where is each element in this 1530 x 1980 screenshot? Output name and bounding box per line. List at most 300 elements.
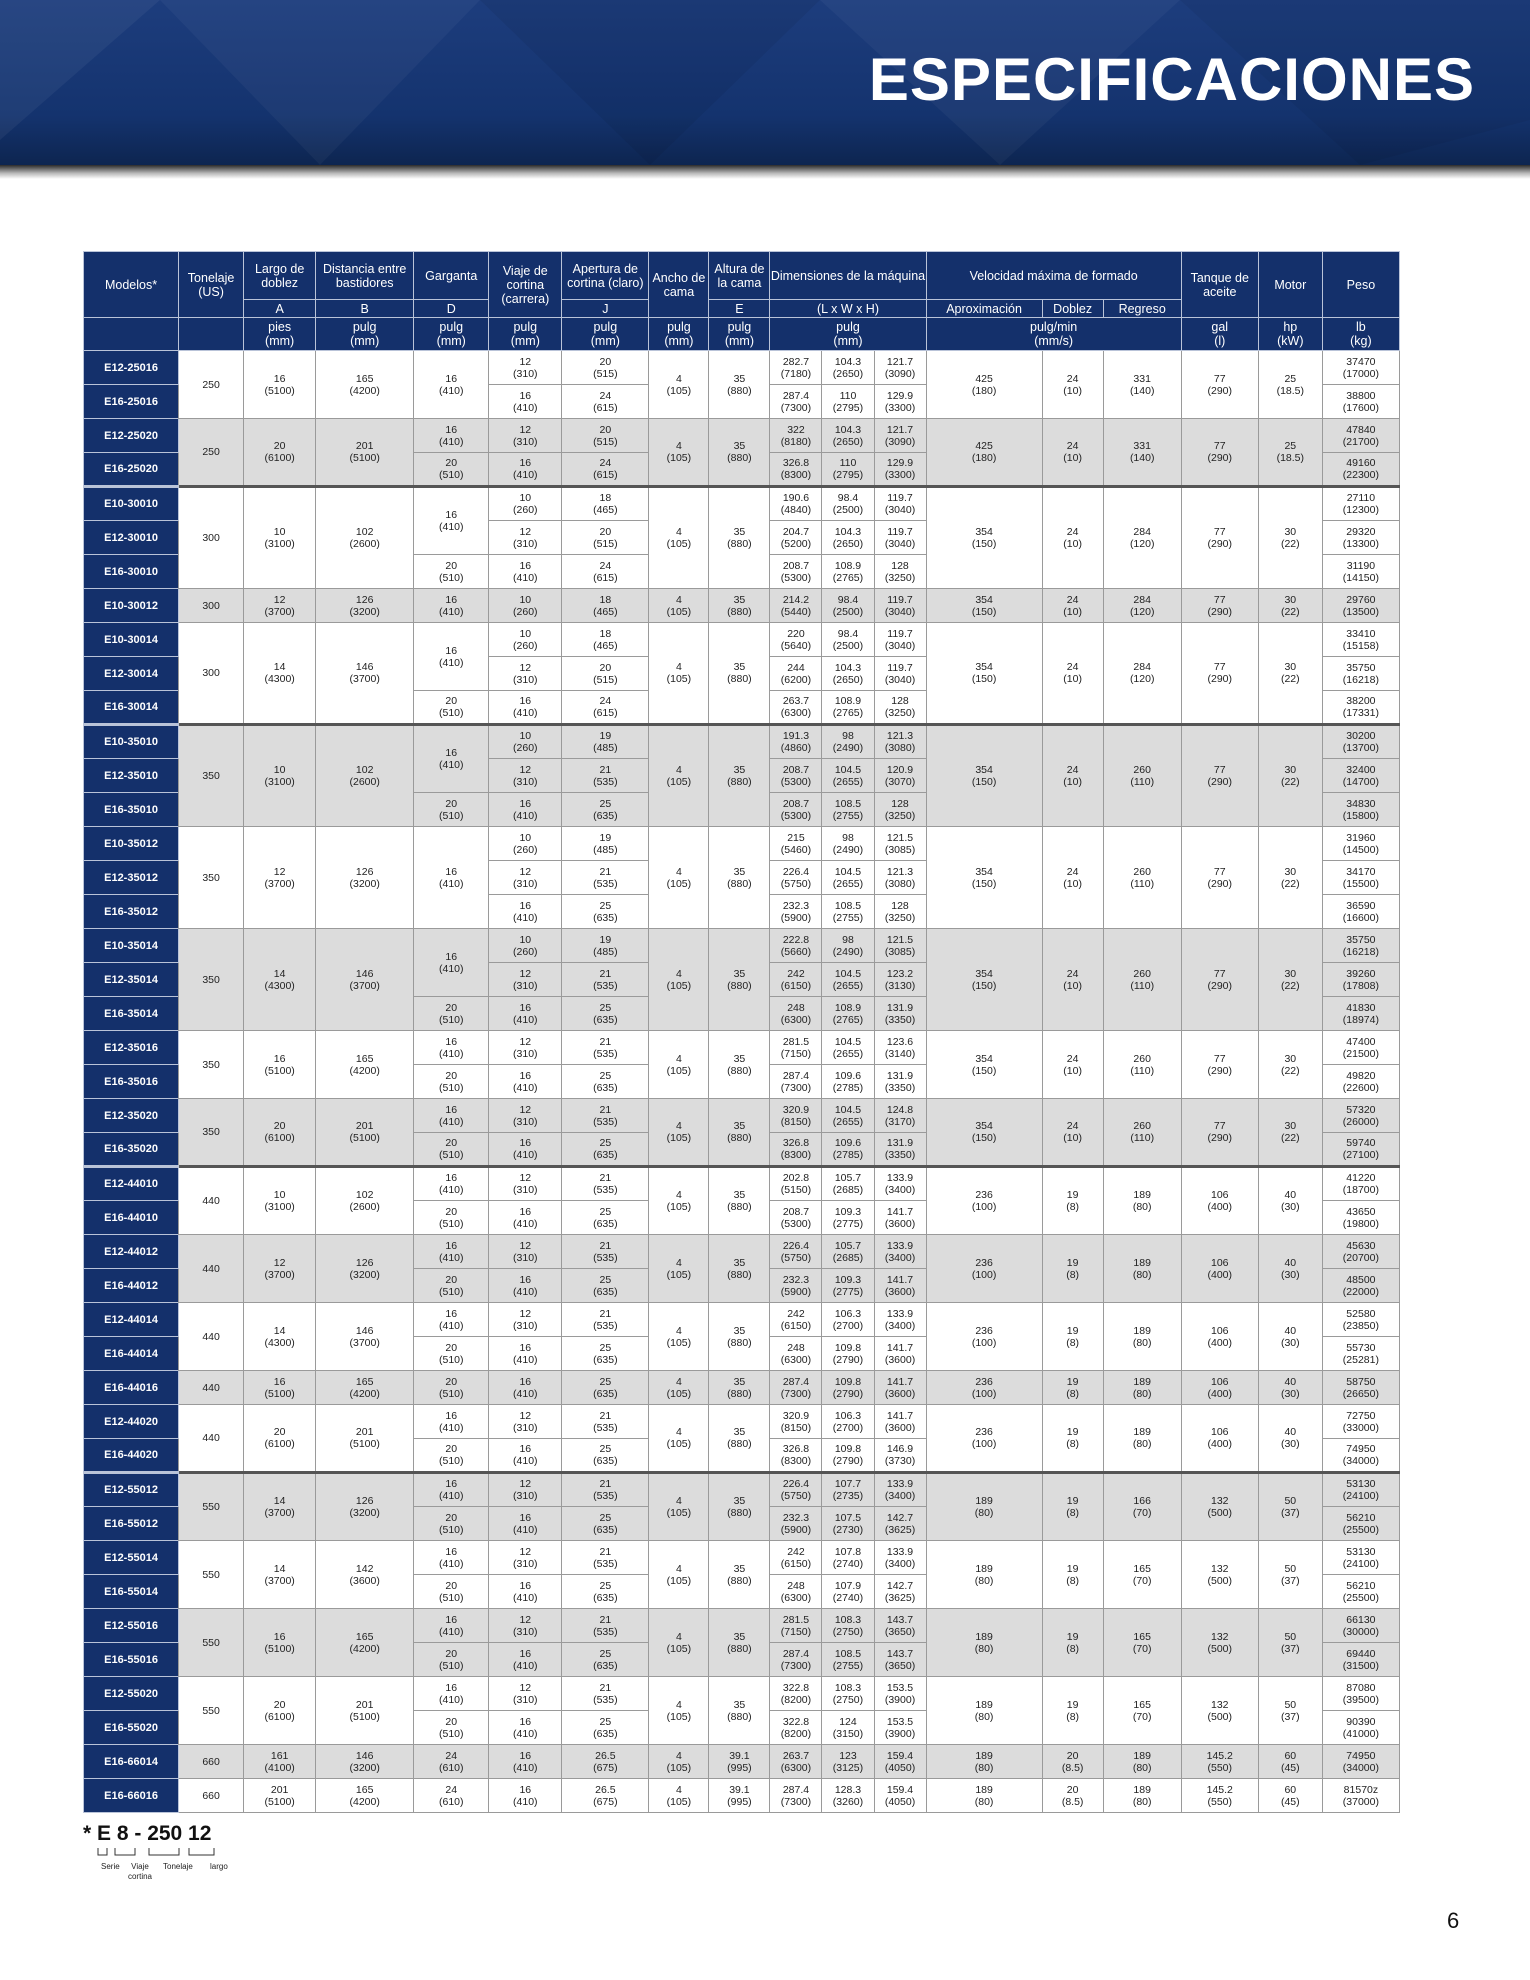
open-height-cell: 20 (515) bbox=[562, 351, 649, 385]
bed-width-cell: 4 (105) bbox=[649, 1303, 709, 1371]
frame-cell: 165 (4200) bbox=[316, 351, 414, 419]
col-open-height: Apertura de cortina (claro) bbox=[562, 252, 649, 300]
frame-cell: 201 (5100) bbox=[316, 419, 414, 487]
stroke-cell: 12 (310) bbox=[489, 1235, 562, 1269]
code-e: E bbox=[709, 300, 770, 318]
motor-cell: 30 (22) bbox=[1258, 487, 1322, 589]
dim-l-cell: 320.9 (8150) bbox=[770, 1405, 822, 1439]
table-row bbox=[84, 1779, 1400, 1813]
speed-return-cell: 189 (80) bbox=[1103, 1745, 1181, 1779]
dim-w-cell: 104.5 (2655) bbox=[822, 861, 874, 895]
model-cell: E16-55016 bbox=[84, 1643, 179, 1677]
throat-cell: 16 (410) bbox=[414, 1405, 489, 1439]
bed-width-cell: 4 (105) bbox=[649, 589, 709, 623]
dim-l-cell: 208.7 (5300) bbox=[770, 793, 822, 827]
model-cell: E12-44012 bbox=[84, 1235, 179, 1269]
bed-height-cell: 35 (880) bbox=[709, 1167, 770, 1235]
tank-cell: 132 (500) bbox=[1181, 1473, 1258, 1541]
stroke-cell: 12 (310) bbox=[489, 1167, 562, 1201]
open-height-cell: 21 (535) bbox=[562, 1099, 649, 1133]
tank-cell: 77 (290) bbox=[1181, 929, 1258, 1031]
weight-cell: 41830 (18974) bbox=[1322, 997, 1399, 1031]
throat-cell: 20 (510) bbox=[414, 793, 489, 827]
weight-cell: 49160 (22300) bbox=[1322, 453, 1399, 487]
model-cell: E10-35014 bbox=[84, 929, 179, 963]
throat-cell: 16 (410) bbox=[414, 623, 489, 691]
speed-return-cell: 260 (110) bbox=[1103, 1031, 1181, 1099]
tonnage-cell: 350 bbox=[179, 1031, 244, 1099]
table-cell: 165 (4200) bbox=[316, 1371, 414, 1405]
col-bed-height: Altura de la cama bbox=[709, 252, 770, 300]
stroke-cell: 10 (260) bbox=[489, 929, 562, 963]
dim-h-cell: 128 (3250) bbox=[874, 895, 926, 929]
frame-cell: 102 (2600) bbox=[316, 725, 414, 827]
throat-cell: 20 (510) bbox=[414, 1643, 489, 1677]
table-row bbox=[84, 1235, 1400, 1269]
open-height-cell: 25 (635) bbox=[562, 1201, 649, 1235]
dim-l-cell: 190.6 (4840) bbox=[770, 487, 822, 521]
open-height-cell: 25 (635) bbox=[562, 793, 649, 827]
dim-l-cell: 204.7 (5200) bbox=[770, 521, 822, 555]
open-height-cell: 25 (635) bbox=[562, 1269, 649, 1303]
table-cell: 16 (410) bbox=[489, 1371, 562, 1405]
motor-cell: 30 (22) bbox=[1258, 589, 1322, 623]
dim-l-cell: 232.3 (5900) bbox=[770, 895, 822, 929]
speed-bend-cell: 24 (10) bbox=[1042, 623, 1103, 725]
col-motor: Motor bbox=[1258, 252, 1322, 318]
stroke-cell: 12 (310) bbox=[489, 759, 562, 793]
motor-cell: 40 (30) bbox=[1258, 1235, 1322, 1303]
throat-cell: 20 (510) bbox=[414, 997, 489, 1031]
dim-w-cell: 108.9 (2765) bbox=[822, 555, 874, 589]
code-j: J bbox=[562, 300, 649, 318]
bed-width-cell: 4 (105) bbox=[649, 1745, 709, 1779]
dim-w-cell: 108.5 (2755) bbox=[822, 793, 874, 827]
frame-cell: 201 (5100) bbox=[316, 1405, 414, 1473]
speed-approach-cell: 189 (80) bbox=[926, 1609, 1042, 1677]
col-bend-length: Largo de doblez bbox=[244, 252, 316, 300]
dim-l-cell: 287.4 (7300) bbox=[770, 1779, 822, 1813]
dim-h-cell: 124.8 (3170) bbox=[874, 1099, 926, 1133]
tonnage-cell: 300 bbox=[179, 623, 244, 725]
speed-approach-cell: 354 (150) bbox=[926, 827, 1042, 929]
bed-width-cell: 4 (105) bbox=[649, 1235, 709, 1303]
speed-approach-cell: 189 (80) bbox=[926, 1677, 1042, 1745]
tank-cell: 106 (400) bbox=[1181, 1405, 1258, 1473]
bend-length-cell: 20 (6100) bbox=[244, 1677, 316, 1745]
stroke-cell: 12 (310) bbox=[489, 861, 562, 895]
frame-cell: 126 (3200) bbox=[316, 1235, 414, 1303]
throat-cell: 20 (510) bbox=[414, 691, 489, 725]
col-stroke: Viaje de cortina (carrera) bbox=[489, 252, 562, 318]
dim-h-cell: 146.9 (3730) bbox=[874, 1439, 926, 1473]
model-cell: E10-30010 bbox=[84, 487, 179, 521]
model-cell: E12-35020 bbox=[84, 1099, 179, 1133]
weight-cell: 52580 (23850) bbox=[1322, 1303, 1399, 1337]
dim-h-cell: 129.9 (3300) bbox=[874, 453, 926, 487]
dim-h-cell: 119.7 (3040) bbox=[874, 521, 926, 555]
frame-cell: 165 (4200) bbox=[316, 1031, 414, 1099]
dim-h-cell: 159.4 (4050) bbox=[874, 1745, 926, 1779]
table-cell: 165 (4200) bbox=[316, 1779, 414, 1813]
speed-bend-cell: 24 (10) bbox=[1042, 929, 1103, 1031]
open-height-cell: 24 (615) bbox=[562, 453, 649, 487]
speed-return: Regreso bbox=[1103, 300, 1181, 318]
dim-l-cell: 326.8 (8300) bbox=[770, 1133, 822, 1167]
dim-h-cell: 123.6 (3140) bbox=[874, 1031, 926, 1065]
dim-w-cell: 109.6 (2785) bbox=[822, 1133, 874, 1167]
legend-tonelaje: Tonelaje bbox=[163, 1862, 193, 1871]
open-height-cell: 25 (635) bbox=[562, 1711, 649, 1745]
stroke-cell: 16 (410) bbox=[489, 1133, 562, 1167]
table-cell: 26.5 (675) bbox=[562, 1779, 649, 1813]
dim-w-cell: 98 (2490) bbox=[822, 725, 874, 759]
dim-w-cell: 108.9 (2765) bbox=[822, 691, 874, 725]
dim-h-cell: 131.9 (3350) bbox=[874, 1133, 926, 1167]
speed-return-cell: 284 (120) bbox=[1103, 623, 1181, 725]
dim-h-cell: 159.4 (4050) bbox=[874, 1779, 926, 1813]
unit-cell: pulg (mm) bbox=[414, 318, 489, 351]
table-row bbox=[84, 929, 1400, 963]
stroke-cell: 16 (410) bbox=[489, 997, 562, 1031]
spec-table bbox=[83, 251, 1400, 1813]
open-height-cell: 21 (535) bbox=[562, 1609, 649, 1643]
dim-l-cell: 287.4 (7300) bbox=[770, 1371, 822, 1405]
tonnage-cell: 440 bbox=[179, 1405, 244, 1473]
dim-l-cell: 242 (6150) bbox=[770, 963, 822, 997]
dim-h-cell: 143.7 (3650) bbox=[874, 1609, 926, 1643]
stroke-cell: 16 (410) bbox=[489, 555, 562, 589]
dim-h-cell: 129.9 (3300) bbox=[874, 385, 926, 419]
dim-h-cell: 120.9 (3070) bbox=[874, 759, 926, 793]
dim-h-cell: 141.7 (3600) bbox=[874, 1269, 926, 1303]
stroke-cell: 16 (410) bbox=[489, 1643, 562, 1677]
stroke-cell: 12 (310) bbox=[489, 1473, 562, 1507]
speed-return-cell: 331 (140) bbox=[1103, 419, 1181, 487]
bed-width-cell: 4 (105) bbox=[649, 1099, 709, 1167]
bed-width-cell: 4 (105) bbox=[649, 1031, 709, 1099]
dim-l-cell: 202.8 (5150) bbox=[770, 1167, 822, 1201]
dim-w-cell: 107.9 (2740) bbox=[822, 1575, 874, 1609]
speed-return-cell: 189 (80) bbox=[1103, 1235, 1181, 1303]
dim-h-cell: 128 (3250) bbox=[874, 691, 926, 725]
model-cell: E16-30010 bbox=[84, 555, 179, 589]
dim-h-cell: 142.7 (3625) bbox=[874, 1507, 926, 1541]
unit-cell: pulg (mm) bbox=[316, 318, 414, 351]
motor-cell: 25 (18.5) bbox=[1258, 419, 1322, 487]
weight-cell: 74950 (34000) bbox=[1322, 1439, 1399, 1473]
open-height-cell: 25 (635) bbox=[562, 1133, 649, 1167]
motor-cell: 50 (37) bbox=[1258, 1473, 1322, 1541]
dim-l-cell: 226.4 (5750) bbox=[770, 1235, 822, 1269]
speed-return-cell: 331 (140) bbox=[1103, 351, 1181, 419]
dim-h-cell: 121.7 (3090) bbox=[874, 351, 926, 385]
weight-cell: 72750 (33000) bbox=[1322, 1405, 1399, 1439]
stroke-cell: 12 (310) bbox=[489, 657, 562, 691]
weight-cell: 32400 (14700) bbox=[1322, 759, 1399, 793]
dim-h-cell: 143.7 (3650) bbox=[874, 1643, 926, 1677]
bed-width-cell: 4 (105) bbox=[649, 1677, 709, 1745]
tank-cell: 132 (500) bbox=[1181, 1541, 1258, 1609]
stroke-cell: 16 (410) bbox=[489, 895, 562, 929]
model-cell: E10-30012 bbox=[84, 589, 179, 623]
stroke-cell: 16 (410) bbox=[489, 453, 562, 487]
bed-width-cell: 4 (105) bbox=[649, 1473, 709, 1541]
model-cell: E10-35010 bbox=[84, 725, 179, 759]
weight-cell: 37470 (17000) bbox=[1322, 351, 1399, 385]
bend-length-cell: 16 (5100) bbox=[244, 351, 316, 419]
dim-l-cell: 281.5 (7150) bbox=[770, 1031, 822, 1065]
table-row bbox=[84, 589, 1400, 623]
bend-length-cell: 14 (4300) bbox=[244, 1303, 316, 1371]
bed-width-cell: 4 (105) bbox=[649, 487, 709, 589]
dim-h-cell: 121.5 (3085) bbox=[874, 929, 926, 963]
motor-cell: 50 (37) bbox=[1258, 1541, 1322, 1609]
open-height-cell: 25 (635) bbox=[562, 1439, 649, 1473]
bed-height-cell: 35 (880) bbox=[709, 1031, 770, 1099]
throat-cell: 20 (510) bbox=[414, 1711, 489, 1745]
stroke-cell: 12 (310) bbox=[489, 1099, 562, 1133]
throat-cell: 16 (410) bbox=[414, 1609, 489, 1643]
motor-cell: 25 (18.5) bbox=[1258, 351, 1322, 419]
tonnage-cell: 300 bbox=[179, 487, 244, 589]
bed-width-cell: 4 (105) bbox=[649, 1371, 709, 1405]
dim-w-cell: 98 (2490) bbox=[822, 827, 874, 861]
banner-shadow bbox=[0, 165, 1530, 179]
speed-bend-cell: 24 (10) bbox=[1042, 419, 1103, 487]
stroke-cell: 12 (310) bbox=[489, 1677, 562, 1711]
stroke-cell: 16 (410) bbox=[489, 793, 562, 827]
model-cell: E12-55016 bbox=[84, 1609, 179, 1643]
bend-length-cell: 14 (3700) bbox=[244, 1541, 316, 1609]
frame-cell: 165 (4200) bbox=[316, 1609, 414, 1677]
stroke-cell: 12 (310) bbox=[489, 521, 562, 555]
legend-serie: Serie bbox=[101, 1862, 120, 1871]
model-cell: E16-35020 bbox=[84, 1133, 179, 1167]
frame-cell: 142 (3600) bbox=[316, 1541, 414, 1609]
dim-h-cell: 119.7 (3040) bbox=[874, 623, 926, 657]
weight-cell: 29760 (13500) bbox=[1322, 589, 1399, 623]
table-cell: 18 (465) bbox=[562, 589, 649, 623]
open-height-cell: 18 (465) bbox=[562, 623, 649, 657]
weight-cell: 47840 (21700) bbox=[1322, 419, 1399, 453]
dim-h-cell: 141.7 (3600) bbox=[874, 1371, 926, 1405]
weight-cell: 56210 (25500) bbox=[1322, 1575, 1399, 1609]
speed-approach-cell: 189 (80) bbox=[926, 1779, 1042, 1813]
weight-cell: 35750 (16218) bbox=[1322, 657, 1399, 691]
dim-w-cell: 98 (2490) bbox=[822, 929, 874, 963]
stroke-cell: 12 (310) bbox=[489, 963, 562, 997]
model-cell: E12-55012 bbox=[84, 1473, 179, 1507]
weight-cell: 69440 (31500) bbox=[1322, 1643, 1399, 1677]
dim-l-cell: 287.4 (7300) bbox=[770, 385, 822, 419]
frame-cell: 201 (5100) bbox=[316, 1677, 414, 1745]
bend-length-cell: 14 (4300) bbox=[244, 929, 316, 1031]
weight-cell: 33410 (15158) bbox=[1322, 623, 1399, 657]
throat-cell: 16 (410) bbox=[414, 487, 489, 555]
tonnage-cell: 250 bbox=[179, 419, 244, 487]
table-row bbox=[84, 725, 1400, 759]
weight-cell: 49820 (22600) bbox=[1322, 1065, 1399, 1099]
stroke-cell: 16 (410) bbox=[489, 1269, 562, 1303]
unit-cell: gal (l) bbox=[1181, 318, 1258, 351]
table-cell: 24 (610) bbox=[414, 1779, 489, 1813]
dim-w-cell: 104.3 (2650) bbox=[822, 657, 874, 691]
throat-cell: 20 (510) bbox=[414, 453, 489, 487]
dim-h-cell: 133.9 (3400) bbox=[874, 1167, 926, 1201]
tank-cell: 145.2 (550) bbox=[1181, 1745, 1258, 1779]
bed-height-cell: 35 (880) bbox=[709, 1677, 770, 1745]
stroke-cell: 12 (310) bbox=[489, 1609, 562, 1643]
dim-l-cell: 232.3 (5900) bbox=[770, 1507, 822, 1541]
speed-bend-cell: 20 (8.5) bbox=[1042, 1745, 1103, 1779]
speed-return-cell: 189 (80) bbox=[1103, 1405, 1181, 1473]
throat-cell: 20 (510) bbox=[414, 1201, 489, 1235]
dim-l-cell: 326.8 (8300) bbox=[770, 453, 822, 487]
bed-height-cell: 39.1 (995) bbox=[709, 1779, 770, 1813]
dim-h-cell: 133.9 (3400) bbox=[874, 1303, 926, 1337]
bend-length-cell: 14 (3700) bbox=[244, 1473, 316, 1541]
tank-cell: 77 (290) bbox=[1181, 419, 1258, 487]
motor-cell: 50 (37) bbox=[1258, 1677, 1322, 1745]
speed-bend-cell: 19 (8) bbox=[1042, 1677, 1103, 1745]
model-cell: E16-25020 bbox=[84, 453, 179, 487]
open-height-cell: 21 (535) bbox=[562, 1235, 649, 1269]
speed-bend-cell: 19 (8) bbox=[1042, 1541, 1103, 1609]
weight-cell: 39260 (17808) bbox=[1322, 963, 1399, 997]
motor-cell: 30 (22) bbox=[1258, 1099, 1322, 1167]
weight-cell: 90390 (41000) bbox=[1322, 1711, 1399, 1745]
tonnage-cell: 550 bbox=[179, 1609, 244, 1677]
model-cell: E12-30014 bbox=[84, 657, 179, 691]
model-cell: E12-44020 bbox=[84, 1405, 179, 1439]
model-cell: E12-55020 bbox=[84, 1677, 179, 1711]
dim-h-cell: 131.9 (3350) bbox=[874, 1065, 926, 1099]
throat-cell: 16 (410) bbox=[414, 351, 489, 419]
frame-cell: 102 (2600) bbox=[316, 487, 414, 589]
stroke-cell: 10 (260) bbox=[489, 725, 562, 759]
bend-length-cell: 20 (6100) bbox=[244, 1405, 316, 1473]
speed-bend-cell: 24 (10) bbox=[1042, 487, 1103, 589]
bed-width-cell: 4 (105) bbox=[649, 1405, 709, 1473]
throat-cell: 16 (410) bbox=[414, 929, 489, 997]
speed-bend-cell: 19 (8) bbox=[1042, 1405, 1103, 1473]
motor-cell: 30 (22) bbox=[1258, 929, 1322, 1031]
dim-w-cell: 124 (3150) bbox=[822, 1711, 874, 1745]
speed-return-cell: 260 (110) bbox=[1103, 827, 1181, 929]
table-row bbox=[84, 1541, 1400, 1575]
model-cell: E12-35012 bbox=[84, 861, 179, 895]
speed-approach-cell: 236 (100) bbox=[926, 1405, 1042, 1473]
speed-bend-cell: 19 (8) bbox=[1042, 1235, 1103, 1303]
open-height-cell: 19 (485) bbox=[562, 725, 649, 759]
speed-bend-cell: 19 (8) bbox=[1042, 1473, 1103, 1541]
open-height-cell: 21 (535) bbox=[562, 861, 649, 895]
model-cell: E16-66016 bbox=[84, 1779, 179, 1813]
weight-cell: 57320 (26000) bbox=[1322, 1099, 1399, 1133]
weight-cell: 53130 (24100) bbox=[1322, 1541, 1399, 1575]
bed-width-cell: 4 (105) bbox=[649, 1779, 709, 1813]
open-height-cell: 21 (535) bbox=[562, 1473, 649, 1507]
unit-cell bbox=[179, 318, 244, 351]
bend-length-cell: 10 (3100) bbox=[244, 487, 316, 589]
weight-cell: 34170 (15500) bbox=[1322, 861, 1399, 895]
unit-cell bbox=[84, 318, 179, 351]
col-speed: Velocidad máxima de formado bbox=[926, 252, 1181, 300]
model-cell: E10-35012 bbox=[84, 827, 179, 861]
motor-cell: 60 (45) bbox=[1258, 1745, 1322, 1779]
dim-w-cell: 104.5 (2655) bbox=[822, 759, 874, 793]
bed-height-cell: 35 (880) bbox=[709, 1405, 770, 1473]
model-cell: E16-35010 bbox=[84, 793, 179, 827]
table-cell: 24 (610) bbox=[414, 1745, 489, 1779]
code-b: B bbox=[316, 300, 414, 318]
motor-cell: 40 (30) bbox=[1258, 1371, 1322, 1405]
bend-length-cell: 16 (5100) bbox=[244, 1609, 316, 1677]
open-height-cell: 25 (635) bbox=[562, 1065, 649, 1099]
speed-bend-cell: 19 (8) bbox=[1042, 1303, 1103, 1371]
table-row bbox=[84, 1303, 1400, 1337]
speed-return-cell: 189 (80) bbox=[1103, 1779, 1181, 1813]
throat-cell: 16 (410) bbox=[414, 1473, 489, 1507]
dim-h-cell: 142.7 (3625) bbox=[874, 1575, 926, 1609]
bed-height-cell: 35 (880) bbox=[709, 1541, 770, 1609]
throat-cell: 16 (410) bbox=[414, 1235, 489, 1269]
model-cell: E12-25016 bbox=[84, 351, 179, 385]
dim-w-cell: 109.8 (2790) bbox=[822, 1371, 874, 1405]
speed-approach-cell: 354 (150) bbox=[926, 589, 1042, 623]
speed-bend-cell: 24 (10) bbox=[1042, 1099, 1103, 1167]
throat-cell: 16 (410) bbox=[414, 1677, 489, 1711]
open-height-cell: 21 (535) bbox=[562, 1541, 649, 1575]
col-tank: Tanque de aceite bbox=[1181, 252, 1258, 318]
throat-cell: 20 (510) bbox=[414, 555, 489, 589]
dim-l-cell: 263.7 (6300) bbox=[770, 691, 822, 725]
unit-cell: pulg (mm) bbox=[649, 318, 709, 351]
table-row bbox=[84, 1167, 1400, 1201]
dim-w-cell: 108.3 (2750) bbox=[822, 1677, 874, 1711]
stroke-cell: 16 (410) bbox=[489, 1065, 562, 1099]
weight-cell: 34830 (15800) bbox=[1322, 793, 1399, 827]
open-height-cell: 25 (635) bbox=[562, 1643, 649, 1677]
dim-h-cell: 133.9 (3400) bbox=[874, 1473, 926, 1507]
open-height-cell: 20 (515) bbox=[562, 521, 649, 555]
bend-length-cell: 10 (3100) bbox=[244, 1167, 316, 1235]
tonnage-cell: 440 bbox=[179, 1371, 244, 1405]
bend-length-cell: 16 (5100) bbox=[244, 1031, 316, 1099]
speed-return-cell: 165 (70) bbox=[1103, 1609, 1181, 1677]
weight-cell: 38800 (17600) bbox=[1322, 385, 1399, 419]
motor-cell: 40 (30) bbox=[1258, 1167, 1322, 1235]
weight-cell: 58750 (26650) bbox=[1322, 1371, 1399, 1405]
tank-cell: 106 (400) bbox=[1181, 1235, 1258, 1303]
weight-cell: 29320 (13300) bbox=[1322, 521, 1399, 555]
dim-h-cell: 133.9 (3400) bbox=[874, 1235, 926, 1269]
model-cell: E12-35016 bbox=[84, 1031, 179, 1065]
table-row bbox=[84, 1677, 1400, 1711]
dim-w-cell: 98.4 (2500) bbox=[822, 589, 874, 623]
weight-cell: 41220 (18700) bbox=[1322, 1167, 1399, 1201]
col-frame-distance: Distancia entre bastidores bbox=[316, 252, 414, 300]
model-cell: E16-44012 bbox=[84, 1269, 179, 1303]
speed-approach: Aproximación bbox=[926, 300, 1042, 318]
table-cell: 16 (410) bbox=[414, 589, 489, 623]
speed-approach-cell: 236 (100) bbox=[926, 1167, 1042, 1235]
model-cell: E16-30014 bbox=[84, 691, 179, 725]
bend-length-cell: 20 (6100) bbox=[244, 1099, 316, 1167]
model-code: * E 8 - 250 12 bbox=[83, 1822, 212, 1845]
weight-cell: 53130 (24100) bbox=[1322, 1473, 1399, 1507]
